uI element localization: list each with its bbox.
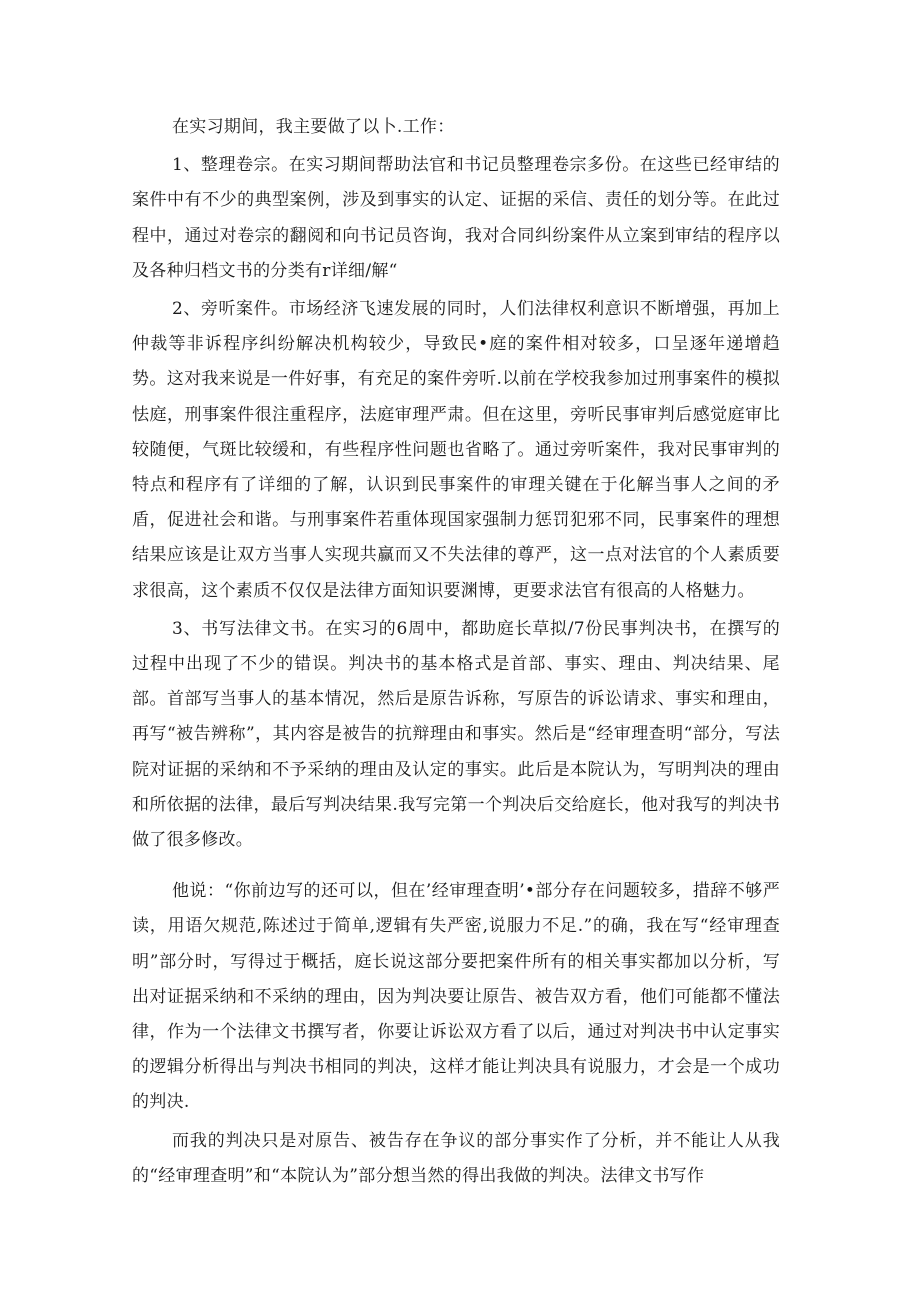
paragraph-judge-feedback: 他说：“你前边写的还可以，但在’经审理查明’•部分存在问题较多，措辞不够严读，用语欠规范,陈述过于简单,逻辑有失严密,说服力不足.”的确，我在写“经审理查明”部分时，写得过于概括，庭长说这部分要把案件所有的相关事实都加以分析，写出对证据采纳和不采纳的理由，因为判决要让原告、被告双方看，他们可能都不懂法律，作为一个法律文书撰写者，你要让诉讼双方看了以后，通过对判决书中认定事实的逻辑分析得出与判决书相同的判决，这样才能让判决具有说服力，才会是一个成功的判决.: [132, 881, 780, 1113]
paragraph-organize-files: 1、整理卷宗。在实习期间帮助法官和书记员整理卷宗多份。在这些已经审结的案件中有不少的典型案例，涉及到事实的认定、证据的采信、责任的划分等。在此过程中，通过对卷宗的翻阅和向书记员咨询，我对合同纠纷案件从立案到审结的程序以及各种归档文书的分类有r详细/解“: [132, 155, 780, 281]
paragraph-write-documents: 3、书写法律文书。在实习的6周中，都助庭长草拟/7份民事判决书，在撰写的过程中出现了不少的错误。判决书的基本格式是首部、事实、理由、判决结果、尾部。首部写当事人的基本情况，然后是原告诉称，写原告的诉讼请求、事实和理由，再写“被告辨称”，其内容是被告的抗辩理由和事实。然后是“经审理查明“部分，写法院对证据的采纳和不予采纳的理由及认定的事实。此后是本院认为，写明判决的理由和所依据的法律，最后写判决结果.我写完第一个判决后交给庭长，他对我写的判决书做了很多修改。: [132, 618, 780, 851]
paragraph-attend-hearings: 2、旁听案件。市场经济飞速发展的同时，人们法律权利意识不断增强，再加上仲裁等非诉程序纠纷解决机构较少，导致民•庭的案件相对较多，口呈逐年递增趋势。这对我来说是一件好事，有充足的案件旁听.以前在学校我参加过刑事案件的模拟怯庭，刑事案件很注重程序，法庭审理严肃。但在这里，旁听民事审判后感觉庭审比较随便，气斑比较缓和，有些程序性问题也省略了。通过旁听案件，我对民事审判的特点和程序有了详细的了解，认识到民事案件的审理关键在于化解当事人之间的矛盾，促进社会和谐。与刑事案件若重体现国家强制力惩罚犯邪不同，民事案件的理想结果应该是让双方当事人实现共赢而又不失法律的尊严，这一点对法官的个人素质要求很高，这个素质不仅仅是法律方面知识要渊博，更要求法官有很高的人格魅力。: [132, 299, 780, 601]
paragraph-reflection: 而我的判决只是对原告、被告存在争议的部分事实作了分析，并不能让人从我的“经审理查明”和“本院认为”部分想当然的得出我做的判决。法律文书写作: [132, 1130, 780, 1186]
document-body: [132, 110, 780, 1194]
paragraph-intro: 在实习期间，我主要做了以卜.工作：: [172, 117, 455, 137]
